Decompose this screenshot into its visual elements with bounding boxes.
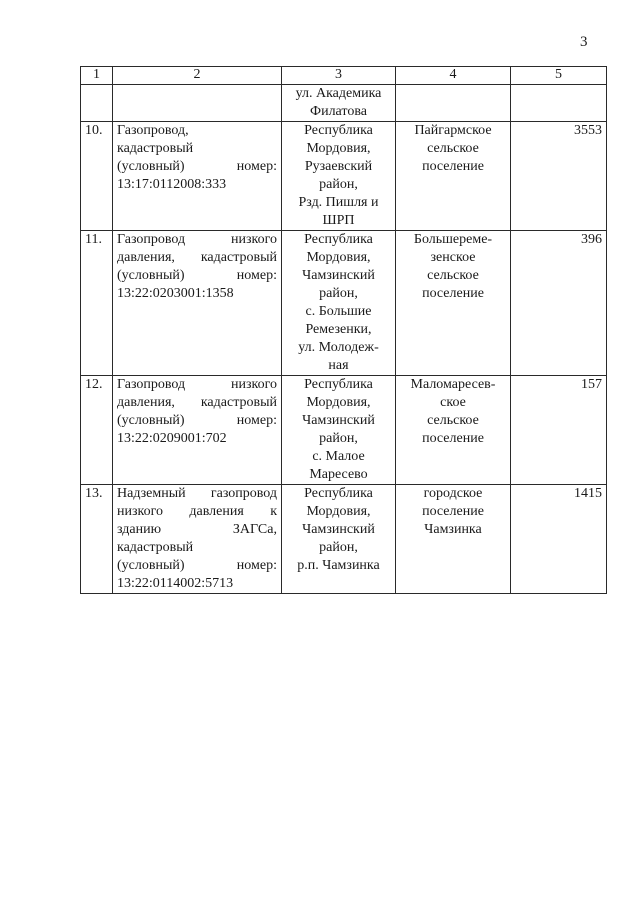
object-description	[113, 376, 282, 485]
object-description	[113, 122, 282, 231]
settlement-line: поселение	[422, 286, 484, 301]
address	[282, 231, 396, 376]
object-line: (условный) номер:	[117, 159, 277, 174]
address-line: район,	[319, 540, 358, 555]
address-line: район,	[319, 286, 358, 301]
settlement	[396, 376, 511, 485]
row-number: 13.	[81, 485, 113, 594]
address-line: Чамзинский	[302, 413, 375, 428]
settlement	[396, 231, 511, 376]
continuation-length-cell	[511, 85, 607, 122]
settlement	[396, 122, 511, 231]
address-line: Республика	[304, 123, 373, 138]
address-line: Чамзинский	[302, 522, 375, 537]
object-description	[113, 485, 282, 594]
column-number-1: 1	[81, 67, 113, 85]
length-value: 1415	[511, 485, 607, 594]
column-number-3: 3	[282, 67, 396, 85]
settlement-line: поселение	[422, 159, 484, 174]
settlement-line: Маломаресев-	[410, 377, 496, 392]
object-line: кадастровый	[117, 141, 194, 156]
continuation-object-cell	[113, 85, 282, 122]
settlement-line: сельское	[427, 413, 479, 428]
address-line: р.п. Чамзинка	[297, 558, 380, 573]
settlement-line: поселение	[422, 504, 484, 519]
settlement-line: Большереме-	[413, 232, 493, 247]
settlement-line: зенское	[430, 250, 476, 265]
settlement-line: городское	[423, 486, 483, 501]
address	[282, 485, 396, 594]
address-line: Республика	[304, 377, 373, 392]
settlement	[396, 485, 511, 594]
object-line: давления, кадастровый	[117, 395, 277, 410]
column-number-row	[81, 67, 607, 85]
address-line: район,	[319, 177, 358, 192]
address-line: Рузаевский	[304, 159, 373, 174]
address	[282, 376, 396, 485]
object-line: Надземный газопровод	[117, 486, 277, 501]
object-line: зданию ЗАГСа,	[117, 522, 277, 537]
object-line: (условный) номер:	[117, 558, 277, 573]
address-line: ная	[328, 358, 349, 373]
table-row	[81, 485, 607, 594]
length-value: 157	[511, 376, 607, 485]
length-value: 396	[511, 231, 607, 376]
address-line: Республика	[304, 486, 373, 501]
settlement-line: Пайгармское	[414, 123, 492, 138]
address	[282, 122, 396, 231]
object-line: 13:17:0112008:333	[117, 177, 227, 192]
address-line: Мордовия,	[306, 504, 371, 519]
column-number-4: 4	[396, 67, 511, 85]
object-description	[113, 231, 282, 376]
address-line: с. Большие	[305, 304, 372, 319]
settlement-line: сельское	[427, 268, 479, 283]
settlement-line: ское	[440, 395, 466, 410]
table-row	[81, 122, 607, 231]
address-line: Филатова	[310, 104, 367, 119]
page-number: 3	[580, 34, 588, 50]
address-line: ШРП	[322, 213, 355, 228]
continuation-settlement-cell	[396, 85, 511, 122]
object-line: давления, кадастровый	[117, 250, 277, 265]
address-line: Мордовия,	[306, 141, 371, 156]
address-line: ул. Академика	[295, 86, 382, 101]
registry-table	[80, 66, 607, 594]
object-line: (условный) номер:	[117, 268, 277, 283]
address-line: Мордовия,	[306, 250, 371, 265]
address-line: Рзд. Пишля и	[298, 195, 379, 210]
continuation-num-cell	[81, 85, 113, 122]
address-line: район,	[319, 431, 358, 446]
address-line: Мордовия,	[306, 395, 371, 410]
object-line: Газопровод низкого	[117, 377, 277, 392]
row-number: 12.	[81, 376, 113, 485]
object-line: кадастровый	[117, 540, 194, 555]
settlement-line: поселение	[422, 431, 484, 446]
object-line: Газопровод,	[117, 123, 189, 138]
settlement-line: сельское	[427, 141, 479, 156]
continuation-row	[81, 85, 607, 122]
settlement-line: Чамзинка	[424, 522, 482, 537]
object-line: 13:22:0209001:702	[117, 431, 227, 446]
object-line: низкого давления к	[117, 504, 277, 519]
address-line: Ремезенки,	[305, 322, 372, 337]
address-line: Чамзинский	[302, 268, 375, 283]
address-line: с. Малое	[312, 449, 365, 464]
table-row	[81, 376, 607, 485]
object-line: 13:22:0203001:1358	[117, 286, 234, 301]
address-line: ул. Молодеж-	[298, 340, 379, 355]
object-line: Газопровод низкого	[117, 232, 277, 247]
table-row	[81, 231, 607, 376]
object-line: (условный) номер:	[117, 413, 277, 428]
address-line: Республика	[304, 232, 373, 247]
row-number: 10.	[81, 122, 113, 231]
length-value: 3553	[511, 122, 607, 231]
continuation-address-cell	[282, 85, 396, 122]
row-number: 11.	[81, 231, 113, 376]
column-number-2: 2	[113, 67, 282, 85]
address-line: Маресево	[309, 467, 368, 482]
object-line: 13:22:0114002:5713	[117, 576, 234, 591]
column-number-5: 5	[511, 67, 607, 85]
